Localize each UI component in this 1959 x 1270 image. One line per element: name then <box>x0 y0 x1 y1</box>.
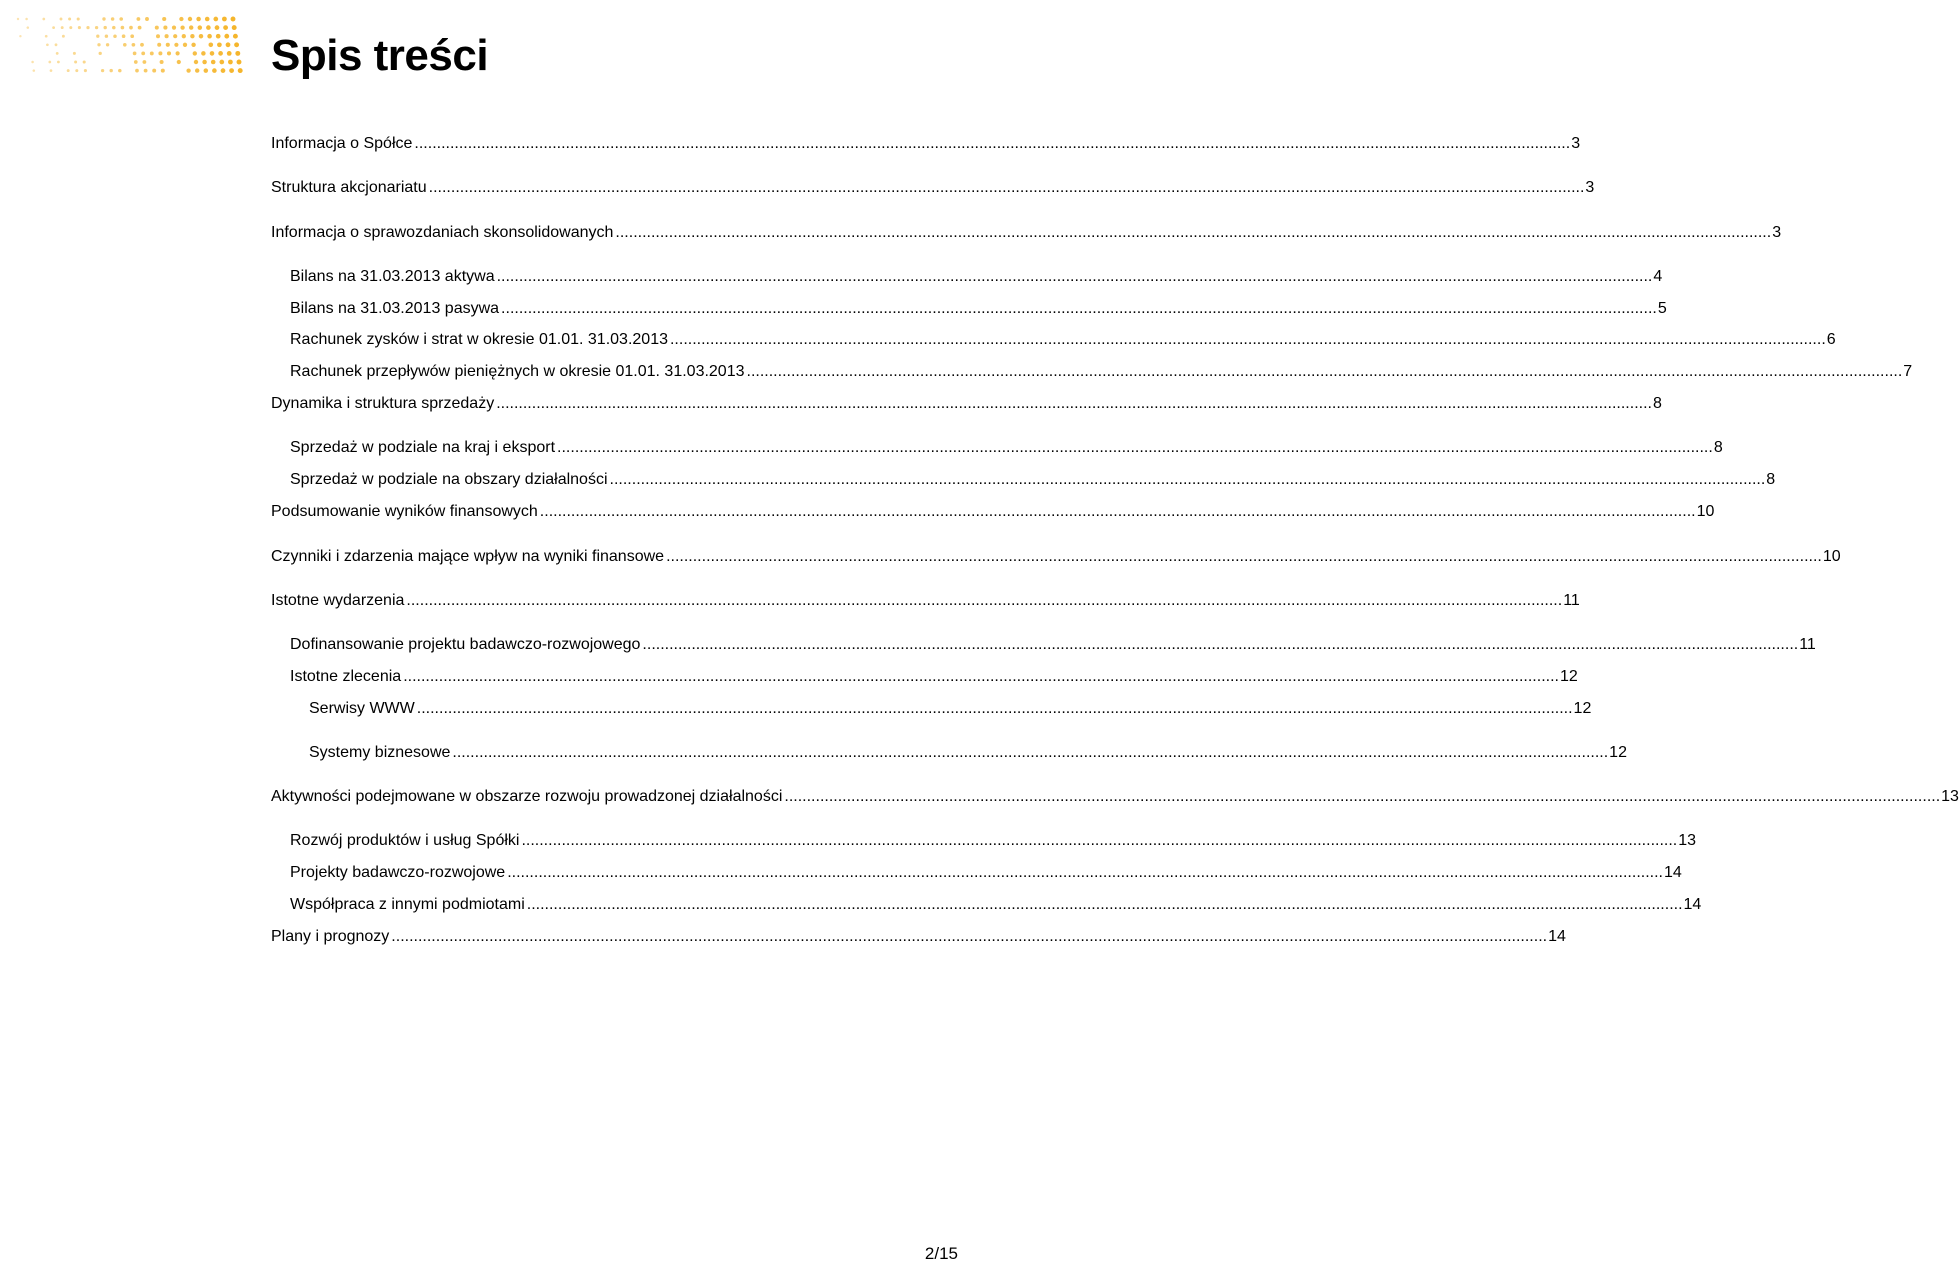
logo-dot <box>25 18 28 21</box>
toc-entry[interactable] <box>290 634 1816 656</box>
logo-dot <box>162 17 166 21</box>
toc-entry-page: 10 <box>1696 503 1715 520</box>
dot-leader: .................................................................................................................................................................................................................................................................... <box>416 700 1573 717</box>
logo-dot <box>121 26 125 30</box>
toc-entry[interactable] <box>290 329 1836 351</box>
logo-dot <box>152 69 156 73</box>
dot-leader: .................................................................................................................................................................................................................................................................... <box>746 363 1903 380</box>
logo-dot <box>224 34 229 39</box>
logo-dot <box>172 26 176 30</box>
toc-entry-label: Współpraca z innymi podmiotami <box>290 896 525 913</box>
dot-leader: .................................................................................................................................................................................................................................................................... <box>642 636 1799 653</box>
logo-dot <box>179 17 183 21</box>
logo-dot <box>86 26 89 29</box>
toc-entry-page: 7 <box>1903 363 1913 380</box>
logo-dot <box>229 68 234 73</box>
logo-dot <box>96 35 99 38</box>
dot-leader: .................................................................................................................................................................................................................................................................... <box>539 503 1696 520</box>
logo-dot <box>238 68 243 73</box>
logo-dot <box>166 43 170 47</box>
toc-entry-label: Plany i prognozy <box>271 928 390 945</box>
logo-dot <box>182 34 186 38</box>
dot-leader: .................................................................................................................................................................................................................................................................... <box>507 864 1663 881</box>
toc-entry-label: Bilans na 31.03.2013 pasywa <box>290 300 500 317</box>
logo-dot <box>226 42 231 47</box>
logo-dot <box>83 60 86 63</box>
logo-dot <box>101 69 104 72</box>
logo-dot <box>134 60 138 64</box>
toc-entry-label: Projekty badawczo-rozwojowe <box>290 864 506 881</box>
toc-entry-page: 6 <box>1826 331 1836 348</box>
toc-entry-page: 11 <box>1799 636 1816 653</box>
toc-entry[interactable] <box>271 393 1662 415</box>
logo-dot <box>217 42 222 47</box>
logo-dot <box>215 25 220 30</box>
toc-entry-page: 4 <box>1653 268 1663 285</box>
logo-dot <box>84 69 87 72</box>
logo-dot <box>199 34 204 39</box>
dotted-logo-icon <box>14 14 242 78</box>
logo-dot <box>118 69 122 73</box>
logo-dot <box>194 60 198 64</box>
logo-dot <box>160 60 164 64</box>
logo-dot <box>52 26 55 29</box>
logo-dot <box>190 34 194 38</box>
logo-dot <box>161 69 165 73</box>
logo-dot <box>218 51 223 56</box>
toc-entry-label: Czynniki i zdarzenia mające wpływ na wyniki finansowe <box>271 548 665 565</box>
logo-dot <box>48 61 51 64</box>
logo-dot <box>57 61 60 64</box>
logo-dot <box>183 43 187 47</box>
logo-dot <box>78 26 81 29</box>
toc-entry[interactable] <box>309 698 1592 720</box>
logo-dot <box>205 17 210 22</box>
logo-dot <box>62 35 65 38</box>
toc-entry[interactable] <box>271 133 1581 155</box>
toc-entry-label: Istotne zlecenia <box>290 668 402 685</box>
logo-dot <box>189 25 193 29</box>
toc-entry-page: 12 <box>1559 668 1578 685</box>
page-number: 2/15 <box>924 1244 958 1263</box>
toc-entry-label: Aktywności podejmowane w obszarze rozwoju prowadzonej działalności <box>271 788 783 805</box>
logo-dot <box>207 34 212 39</box>
dot-leader: .................................................................................................................................................................................................................................................................... <box>784 788 1941 805</box>
logo-dot <box>138 26 142 30</box>
toc-entry-page: 14 <box>1663 864 1682 881</box>
toc-entry-label: Systemy biznesowe <box>309 744 451 761</box>
logo-dot <box>45 35 48 38</box>
logo-dot <box>232 25 237 30</box>
logo-dot <box>212 68 217 73</box>
logo-dot <box>46 43 49 46</box>
logo-dot <box>233 34 238 39</box>
toc-entry-page: 14 <box>1548 928 1566 945</box>
logo-dot <box>113 34 117 38</box>
toc-entry-label: Istotne wydarzenia <box>271 592 405 609</box>
logo-dot <box>97 43 100 46</box>
dot-leader: .................................................................................................................................................................................................................................................................... <box>501 300 1657 317</box>
logo-dot <box>193 51 197 55</box>
toc-entry[interactable] <box>290 666 1578 688</box>
logo-dot <box>158 51 162 55</box>
toc-entry-page: 13 <box>1678 832 1697 849</box>
logo-dot <box>176 51 180 55</box>
logo-dot <box>216 34 221 39</box>
dot-leader: .................................................................................................................................................................................................................................................................... <box>452 744 1609 761</box>
logo-dot <box>61 26 64 29</box>
logo-dot <box>209 43 214 48</box>
logo-dot <box>69 26 72 29</box>
toc-entry[interactable] <box>271 590 1580 612</box>
logo-dot <box>95 26 98 29</box>
logo-dot <box>195 68 199 72</box>
toc-entry-page: 14 <box>1683 896 1702 913</box>
logo-dot <box>75 69 78 72</box>
dot-leader: .................................................................................................................................................................................................................................................................... <box>496 268 1653 285</box>
toc-entry[interactable] <box>271 177 1595 199</box>
toc-entry[interactable] <box>271 786 1959 808</box>
logo-dot <box>129 26 133 30</box>
logo-dot <box>55 43 58 46</box>
logo-dot <box>157 43 161 47</box>
logo-dot <box>27 26 30 29</box>
toc-entry[interactable] <box>271 546 1841 568</box>
toc-entry-page: 3 <box>1571 135 1581 152</box>
logo-dot <box>104 26 107 29</box>
logo-dot <box>135 69 139 73</box>
table-of-contents <box>271 0 1959 1000</box>
toc-entry-page: 10 <box>1822 548 1841 565</box>
logo-dot <box>74 61 77 64</box>
logo-dot <box>180 25 184 29</box>
dot-leader: .................................................................................................................................................................................................................................................................... <box>428 179 1585 196</box>
toc-entry-page: 12 <box>1609 744 1627 761</box>
toc-entry-label: Struktura akcjonariatu <box>271 179 427 196</box>
toc-entry-label: Sprzedaż w podziale na kraj i eksport <box>290 439 556 456</box>
toc-entry[interactable] <box>290 298 1667 320</box>
toc-entry[interactable] <box>290 894 1702 916</box>
toc-entry-page: 8 <box>1652 395 1662 412</box>
logo-dot <box>102 17 105 20</box>
logo-dot <box>163 26 167 30</box>
logo-dot <box>141 52 145 56</box>
dot-leader: .................................................................................................................................................................................................................................................................... <box>406 592 1563 609</box>
logo-dot <box>106 43 109 46</box>
toc-entry-label: Rachunek zysków i strat w okresie 01.01. 31.03.2013 <box>290 331 668 348</box>
logo-dot <box>165 34 169 38</box>
logo-dot <box>237 60 242 65</box>
logo-dot <box>33 69 36 72</box>
logo-dot <box>196 17 201 22</box>
dot-leader: .................................................................................................................................................................................................................................................................... <box>496 395 1652 412</box>
logo-dot <box>198 25 203 30</box>
logo-dot <box>145 17 149 21</box>
logo-dot <box>56 52 59 55</box>
logo-dot <box>77 17 80 20</box>
toc-entry-page: 8 <box>1713 439 1723 456</box>
logo-dot <box>150 51 154 55</box>
logo-dot <box>68 18 71 21</box>
toc-entry-label: Informacja o sprawozdaniach skonsolidowanych <box>271 224 614 241</box>
dot-leader: .................................................................................................................................................................................................................................................................... <box>526 896 1683 913</box>
dot-leader: .................................................................................................................................................................................................................................................................... <box>557 439 1713 456</box>
toc-entry-page: 3 <box>1772 224 1782 241</box>
logo-dot <box>122 34 126 38</box>
toc-entry[interactable] <box>271 501 1715 523</box>
toc-entry[interactable] <box>290 830 1697 852</box>
logo-dot <box>42 18 45 21</box>
dot-leader: .................................................................................................................................................................................................................................................................... <box>666 548 1822 565</box>
logo-dot <box>140 43 144 47</box>
toc-entry-page: 8 <box>1766 471 1776 488</box>
toc-entry-label: Dofinansowanie projektu badawczo-rozwojowego <box>290 636 641 653</box>
toc-entry[interactable] <box>309 742 1627 764</box>
logo-dot <box>234 42 239 47</box>
logo-dot <box>191 43 195 47</box>
logo-dot <box>132 43 136 47</box>
logo-dot <box>231 17 236 22</box>
logo-dot <box>202 60 207 65</box>
dot-leader: .................................................................................................................................................................................................................................................................... <box>391 928 1548 945</box>
toc-entry-label: Sprzedaż w podziale na obszary działalności <box>290 471 608 488</box>
logo-dot <box>173 34 177 38</box>
logo-dot <box>155 26 159 30</box>
dot-leader: .................................................................................................................................................................................................................................................................... <box>669 331 1826 348</box>
logo-dot <box>19 35 21 37</box>
logo-dot <box>223 25 228 30</box>
logo-dot <box>227 51 232 56</box>
logo-dot <box>112 26 116 30</box>
toc-entry-label: Rozwój produktów i usług Spółki <box>290 832 520 849</box>
toc-entry-page: 11 <box>1563 592 1580 609</box>
logo-dot <box>174 43 178 47</box>
logo-dot <box>235 51 240 56</box>
toc-entry-label: Serwisy WWW <box>309 700 415 717</box>
logo-dot <box>222 17 227 22</box>
dot-leader: .................................................................................................................................................................................................................................................................... <box>414 135 1571 152</box>
toc-entry-page: 12 <box>1573 700 1592 717</box>
toc-entry-label: Dynamika i struktura sprzedaży <box>271 395 495 412</box>
dot-leader: .................................................................................................................................................................................................................................................................... <box>609 471 1766 488</box>
logo-dot <box>206 25 211 30</box>
logo-dot <box>133 52 137 56</box>
logo-dot <box>228 60 233 65</box>
toc-entry-page: 5 <box>1657 300 1667 317</box>
logo-dot <box>221 68 226 73</box>
logo-dot <box>73 52 76 55</box>
toc-entry[interactable] <box>290 437 1723 459</box>
toc-entry[interactable] <box>271 222 1782 244</box>
logo-dot <box>211 60 216 65</box>
toc-entry-label: Informacja o Spółce <box>271 135 413 152</box>
logo-dot <box>143 60 147 64</box>
logo-dot <box>99 52 102 55</box>
logo-dot <box>204 68 209 73</box>
logo-dot <box>144 69 148 73</box>
logo-dot <box>111 17 115 21</box>
logo-dot <box>177 60 181 64</box>
logo-dot <box>110 69 113 72</box>
logo-dot <box>123 43 127 47</box>
logo-dot <box>119 17 123 21</box>
logo-dot <box>105 35 108 38</box>
logo-dot <box>31 61 33 64</box>
logo-dot <box>210 51 215 56</box>
toc-entry[interactable] <box>290 266 1663 288</box>
logo-dot <box>213 17 218 22</box>
toc-entry-page: 3 <box>1585 179 1595 196</box>
dot-leader: .................................................................................................................................................................................................................................................................... <box>521 832 1678 849</box>
logo-dot <box>60 18 63 21</box>
logo-dot <box>201 51 206 56</box>
toc-entry-label: Bilans na 31.03.2013 aktywa <box>290 268 495 285</box>
toc-entry-label: Podsumowanie wyników finansowych <box>271 503 538 520</box>
dot-leader: .................................................................................................................................................................................................................................................................... <box>615 224 1772 241</box>
dot-leader: .................................................................................................................................................................................................................................................................... <box>403 668 1559 685</box>
page-title: Spis treści <box>271 31 489 80</box>
toc-entry[interactable] <box>290 862 1682 884</box>
toc-entry[interactable] <box>290 361 1913 383</box>
toc-entry-page: 13 <box>1941 788 1959 805</box>
logo-dot <box>156 34 160 38</box>
logo-dot <box>17 18 19 20</box>
logo-dot <box>188 17 192 21</box>
logo-dot <box>137 17 141 21</box>
toc-entry[interactable] <box>290 469 1776 491</box>
toc-entry-label: Rachunek przepływów pieniężnych w okresie 01.01. 31.03.2013 <box>290 363 745 380</box>
logo-dot <box>67 69 70 72</box>
logo-dot <box>167 51 171 55</box>
logo-dot <box>50 69 53 72</box>
logo-dot <box>186 68 190 72</box>
logo-dot <box>219 60 224 65</box>
logo-dot <box>130 34 134 38</box>
toc-entry[interactable] <box>271 926 1566 948</box>
